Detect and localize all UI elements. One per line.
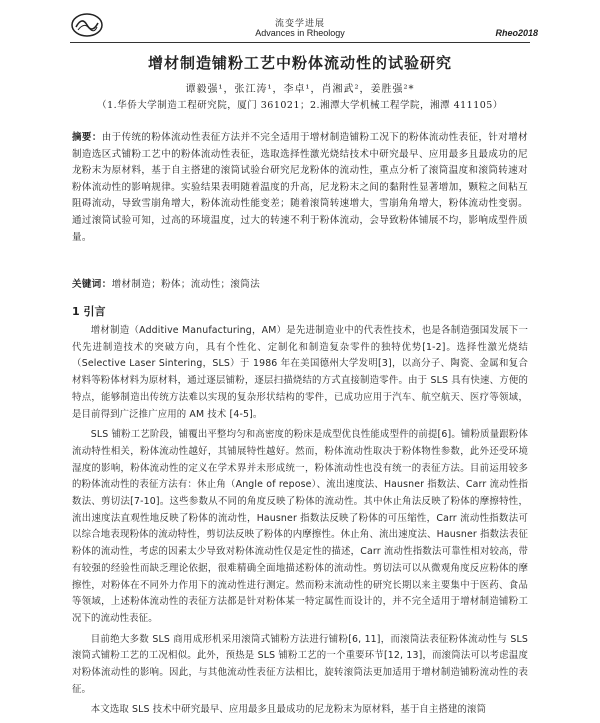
- body-paragraph: SLS 铺粉工艺阶段，铺覆出平整均匀和高密度的粉床是成型优良性能成型件的前提[6]。铺粉质量跟粉体流动特性相关，粉体流动性越好，其铺展特性越好。然而，粉体流动性取决于粉体物性参数，此外还受环境湿度的影响，粉体流动性的定义在学术界并未形成统一，粉体流动性也没有统一的表征方法。目前运用较多的粉体流动性的表征方法有：休止角（Angle of repose）、流出速度法、Hausner 指数法、Carr 流动性指数法、剪切法[7-10]。这些参数从不同的角度反映了粉体的流动性。其中休止角法反映了粉体的摩擦特性，流出速度法直观性地反映了粉体的流动性，Hausner 指数法反映了粉体的可压缩性，Carr 流动性指数法可以综合地表现粉体的流动特性，剪切法反映了粉体的内摩擦性。休止角、流出速度法、Hausner 指数法表征粉体的流动性，考虑的因素太少导致对粉体流动性仅是定性的描述，Carr 流动性指数法可靠性相对较高，带有较强的经验性而缺乏理论依据，很难精确全面地描述粉体的流动性。剪切法可以从微观角度反应粉体的摩擦性，对粉体在不同外力作用下的流动性进行测定。然而粉末流动性的研究长期以来主要集中于医药、食品等领域，上述粉体流动性的表征方法都是针对粉体某一特定属性而设计的，并不完全适用于增材制造铺粉工况下的流动性表征。: [72, 429, 528, 624]
- keywords: [72, 276, 528, 290]
- section-heading: 1 引言: [72, 305, 106, 318]
- abstract-text: 由于传统的粉体流动性表征方法并不完全适用于增材制造铺粉工况下的粉体流动性表征，针对增材制造选区式铺粉工艺中的粉体流动性表征，选取选择性激光烧结技术中研究最早、应用最多且最成功的尼龙粉末为原材料，基于自主搭建的滚筒试验台研究尼龙粉体的流动性，重点分析了滚筒温度和滚筒转速对粉体流动性的影响规律。实验结果表明随着温度的升高，尼龙粉末之间的黏附性显著增加，颗粒之间粘互阻碍流动，导致雪崩角增大，粉体流动性能变差；随着滚筒转速增大，雪崩角角增大，粉体流动性变弱。通过滚筒试验可知，过高的环境温度，过大的转速不利于粉体流动，会导致粉体铺展不均，影响成型件质量。: [72, 132, 529, 243]
- abstract-label: 摘要：: [72, 132, 102, 143]
- keywords-label: 关键词：: [72, 279, 112, 290]
- body-paragraph: 目前绝大多数 SLS 商用成形机采用滚筒式铺粉方法进行铺粉[6, 11]，而滚筒法表征粉体流动性与 SLS 滚筒式铺粉工艺的工况相似。此外，预热是 SLS 铺粉工艺的一个重要环节[12, 13]，而滚筒法可以考虑温度对粉体流动性的影响。因此，与其他流动性表征方法相比，旋转滚筒法更加适用于增材制造铺粉流动性的表征。: [72, 633, 528, 695]
- keywords-text: 增材制造；粉体；流动性；滚筒法: [111, 279, 261, 290]
- header-rule: [70, 42, 530, 43]
- paper-title: 增材制造铺粉工艺中粉体流动性的试验研究: [147, 54, 452, 72]
- journal-name-cn: 流变学进展: [274, 19, 325, 29]
- body-paragraph: 本文选取 SLS 技术中研究最早、应用最多且最成功的尼龙粉末为原材料，基于自主搭建的滚筒: [90, 704, 487, 716]
- journal-name-en: Advances in Rheology: [255, 28, 345, 38]
- paper-affiliations: （1.华侨大学制造工程研究院，厦门 361021；2.湘潭大学机械工程学院，湘潭 411105）: [97, 100, 503, 111]
- body-text: [72, 323, 528, 723]
- journal-header: [70, 8, 538, 48]
- body-paragraph: 增材制造（Additive Manufacturing，AM）是先进制造业中的代表性技术，也是各制造强国发展下一代先进制造技术的突破方向，具有个性化、定制化和制造复杂零件的独特优势[1-2]。选择性激光烧结（Selective Laser Sintering，SLS）于 1986 年在美国德州大学发明[3]，以高分子、陶瓷、金属和复合材料等粉体材料为原材料，通过逐层铺粉，逐层扫描烧结的方式直接制造零件。由于 SLS 具有快速、方便的特点，能够制造出传统方法难以实现的复杂形状结构的零件，已成功应用于汽车、航空航天、医疗等领域，是目前得到广泛推广应用的 AM 技术 [4-5]。: [72, 325, 528, 420]
- abstract: [72, 130, 528, 246]
- paper-authors: 谭毅强¹，张江涛¹，李卓¹，肖湘武²，姜胜强²*: [185, 84, 415, 95]
- issue-label: Rheo2018: [495, 28, 538, 38]
